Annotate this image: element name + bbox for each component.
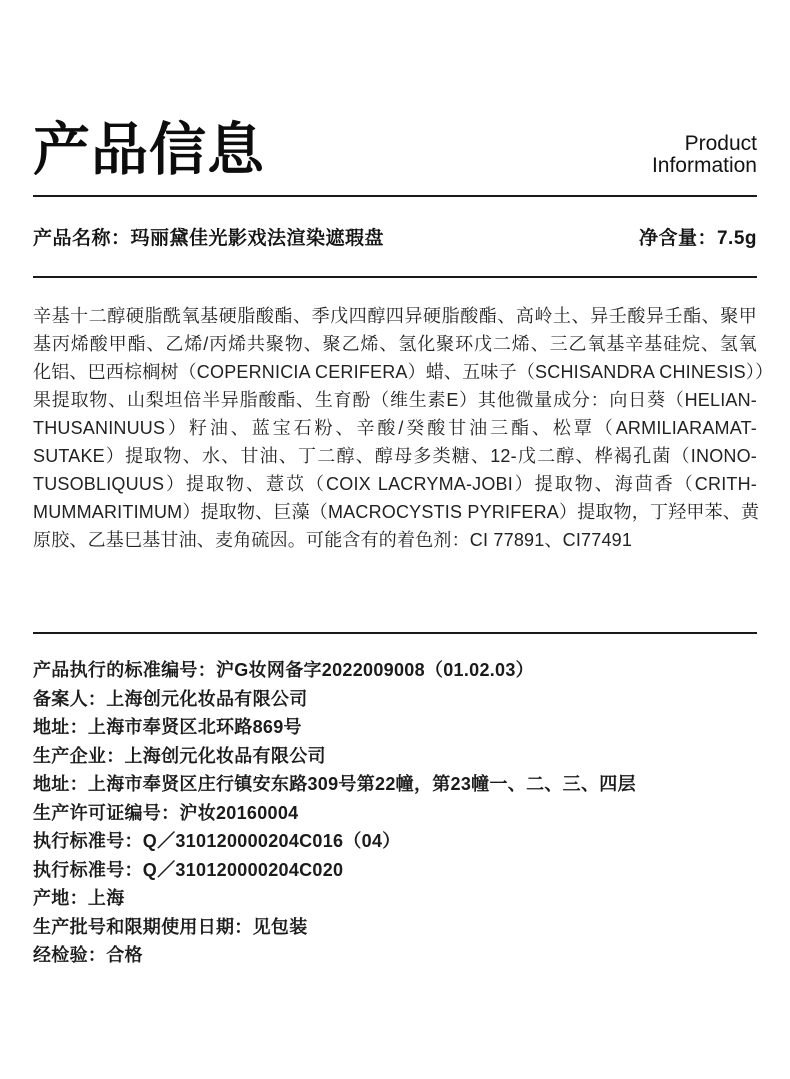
ingredients-line: THUSANINUUS）籽油、蓝宝石粉、辛酸/癸酸甘油三酯、松覃（ARMILIARAMAT- [33, 418, 757, 438]
regulatory-details-section [33, 634, 757, 970]
detail-manufacturer-address: 地址：上海市奉贤区庄行镇安东路309号第22幢，第23幢一、二、三、四层 [33, 774, 636, 794]
product-name: 产品名称：玛丽黛佳光影戏法渲染遮瑕盘 [33, 228, 385, 249]
detail-registrant-address: 地址：上海市奉贤区北环路869号 [33, 717, 302, 737]
page-title-english [652, 133, 757, 179]
detail-inspection: 经检验：合格 [33, 945, 143, 965]
page-title-english-line1: Product [684, 132, 757, 155]
detail-batch-expiry: 生产批号和限期使用日期：见包装 [33, 916, 308, 937]
ingredients-line: 基丙烯酸甲酯、乙烯/丙烯共聚物、聚乙烯、氢化聚环戊二烯、三乙氧基辛基硅烷、氢氧 [33, 334, 757, 354]
ingredients-section [33, 278, 774, 634]
page-title-english-line2: Information [651, 154, 757, 177]
detail-production-license: 生产许可证编号：沪妆20160004 [33, 802, 299, 823]
ingredients-line: 辛基十二醇硬脂酰氧基硬脂酸酯、季戊四醇四异硬脂酸酯、高岭土、异壬酸异壬酯、聚甲 [33, 306, 757, 326]
detail-standard-number: 产品执行的标准编号：沪G妆网备字2022009008（01.02.03） [33, 660, 534, 680]
ingredients-line: SUTAKE）提取物、水、甘油、丁二醇、醇母多类糖、12-戊二醇、桦褐孔菌（INONO- [33, 446, 757, 466]
detail-execution-standard-2: 执行标准号：Q／310120000204C020 [33, 859, 344, 880]
detail-manufacturer: 生产企业：上海创元化妆品有限公司 [33, 745, 326, 766]
detail-origin: 产地：上海 [33, 888, 125, 908]
ingredients-line: 原胶、乙基巳基甘油、麦角硫因。可能含有的着色剂：CI 77891、CI77491 [33, 530, 633, 550]
detail-registrant: 备案人：上海创元化妆品有限公司 [33, 688, 308, 709]
page-header [33, 0, 757, 197]
net-content: 净含量：7.5g [638, 228, 757, 249]
ingredients-line: 化铝、巴西棕榈树（COPERNICIA CERIFERA）蜡、五味子（SCHISANDRA CHINESIS）） [33, 362, 774, 382]
detail-execution-standard-1: 执行标准号：Q／310120000204C016（04） [33, 831, 401, 851]
page-title: 产品信息 [33, 118, 265, 182]
ingredients-line: TUSOBLIQUUS）提取物、薏苡（COIX LACRYMA-JOBI）提取物、海茴香（CRITH- [33, 474, 757, 494]
ingredients-line: 果提取物、山梨坦倍半异脂酸酯、生育酚（维生素E）其他微量成分：向日葵（HELIAN- [33, 390, 757, 410]
product-name-row [33, 197, 757, 278]
ingredients-line: MUMMARITIMUM）提取物、巨藻（MACROCYSTIS PYRIFERA）提取物，丁羟甲苯、黄 [33, 502, 760, 522]
